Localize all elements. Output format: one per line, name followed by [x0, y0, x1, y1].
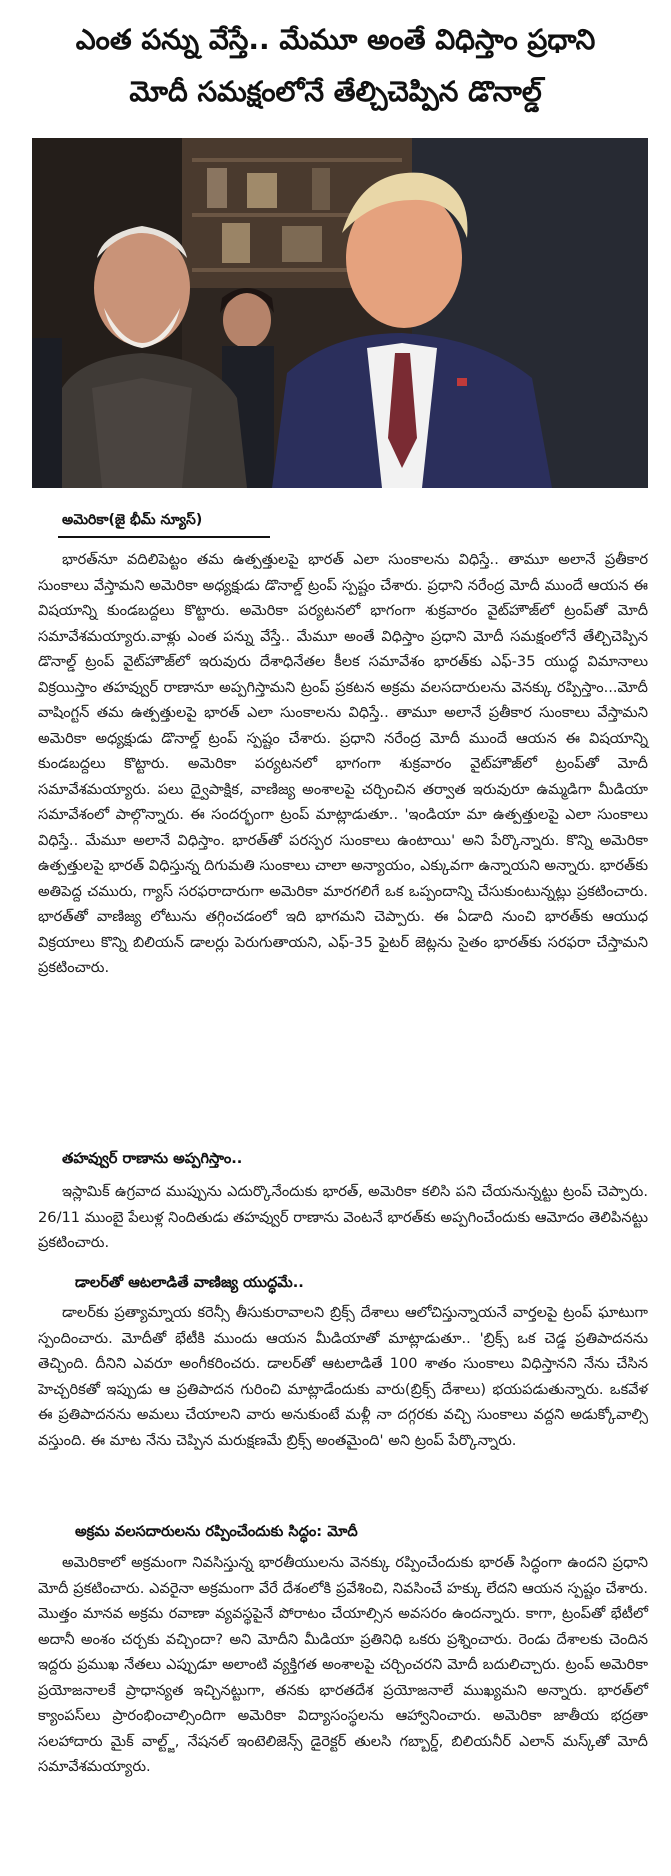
byline: అమెరికా(జై భీమ్ న్యూస్) [62, 512, 203, 528]
paragraph-2-text: ఇస్లామిక్ ఉగ్రవాద ముప్పును ఎదుర్కొనేందుకు భారత్, అమెరికా కలిసి పని చేయనున్నట్టు ట్రంప్ చెప్పారు. 26/11 ముంబై పేలుళ్ల నిందితుడు తహవ్వుర్ రాణాను వెంటనే భారత్‌కు అప్పగించేందుకు ఆమోదం తెలిపినట్టు ప్రకటించారు. [38, 1183, 648, 1251]
headline-line-2: మోదీ సమక్షంలోనే తేల్చిచెప్పిన డొనాల్డ్ [129, 75, 542, 108]
headline [10, 14, 661, 118]
subheading-1: తహవ్వుర్ రాణాను అప్పగిస్తాం.. [62, 1150, 243, 1167]
subheading-3: అక్రమ వలసదారులను రప్పించేందుకు సిద్ధం: మోదీ [75, 1523, 358, 1540]
paragraph-4 [38, 1550, 648, 1780]
subheading-2: డాలర్‌తో ఆటలాడితే వాణిజ్య యుద్ధమే.. [75, 1274, 304, 1291]
headline-line-1: ఎంత పన్ను వేస్తే.. మేమూ అంతే విధిస్తాం ప్రధాని [75, 23, 596, 56]
photo-illustration [32, 138, 648, 488]
news-photo [32, 138, 648, 488]
paragraph-1 [38, 547, 648, 981]
byline-underline [58, 536, 270, 538]
paragraph-4-text: అమెరికాలో అక్రమంగా నివసిస్తున్న భారతీయులను వెనక్కు రప్పించేందుకు భారత్ సిద్ధంగా ఉందని ప్రధాని మోదీ ప్రకటించారు. ఎవరైనా అక్రమంగా వేరే దేశంలోకి ప్రవేశించి, నివసించే హక్కు లేదని ఆయన స్పష్టం చేశారు. మొత్తం మానవ అక్రమ రవాణా వ్యవస్థపైనే పోరాటం చేయాల్సిన అవసరం ఉందన్నారు. కాగా, ట్రంప్‌తో భేటీలో అదానీ అంశం చర్చకు వచ్చిందా? అని మోదీని మీడియా ప్రతినిధి ఒకరు ప్రశ్నించారు. రెండు దేశాలకు చెందిన ఇద్దరు ప్రముఖ నేతలు ఎప్పుడూ అలాంటి వ్యక్తిగత అంశాలపై చర్చించరని మోదీ బదులిచ్చారు. ట్రంప్ అమెరికా ప్రయోజనాలకే ప్రాధాన్యత ఇచ్చినట్టుగా, తనకు భారతదేశ ప్రయోజనాలే ముఖ్యమని అన్నారు. భారత్‌లో క్యాంపస్‌లు ప్రారంభించాల్సిందిగా అమెరికా విద్యాసంస్థలను ఆహ్వానించారు. అమెరికా జాతీయ భద్రతా సలహాదారు మైక్ వాల్ట్జ్, నేషనల్ ఇంటెలిజెన్స్ డైరెక్టర్ తులసి గబ్బార్డ్, బిలియనీర్ ఎలాన్ మస్క్‌తో మోదీ సమావేశమయ్యారు. [38, 1554, 648, 1775]
paragraph-3-text: డాలర్‌కు ప్రత్యామ్నాయ కరెన్సీ తీసుకురావాలని బ్రిక్స్ దేశాలు ఆలోచిస్తున్నాయనే వార్తలపై ట్రంప్ ఘాటుగా స్పందించారు. మోదీతో భేటీకి ముందు ఆయన మీడియాతో మాట్లాడుతూ.. 'బ్రిక్స్ ఒక చెడ్డ ప్రతిపాదనను తెచ్చింది. దీనిని ఎవరూ అంగీకరించరు. డాలర్‌తో ఆటలాడితే 100 శాతం సుంకాలు విధిస్తానని నేను చేసిన హెచ్చరికతో ఇప్పుడు ఆ ప్రతిపాదన గురించి మాట్లాడేందుకు వారు(బ్రిక్స్ దేశాలు) భయపడుతున్నారు. ఒకవేళ ఈ ప్రతిపాదనను అమలు చేయాలని వారు అనుకుంటే మళ్లీ నా దగ్గరకు వచ్చి సుంకాలు వద్దని అడుక్కోవాల్సి వస్తుంది. ఈ మాట నేను చెప్పిన మరుక్షణమే బ్రిక్స్ అంతమైంది' అని ట్రంప్ పేర్కొన్నారు. [38, 1304, 648, 1449]
paragraph-3 [38, 1300, 648, 1453]
paragraph-1-text: భారత్‌నూ వదిలిపెట్టం తమ ఉత్పత్తులపై భారత్ ఎలా సుంకాలను విధిస్తే.. తామూ అలానే ప్రతీకార సుంకాలు వేస్తామని అమెరికా అధ్యక్షుడు డొనాల్డ్ ట్రంప్ స్పష్టం చేశారు. ప్రధాని నరేంద్ర మోదీ ముందే ఆయన ఈ విషయాన్ని కుండబద్దలు కొట్టారు. అమెరికా పర్యటనలో భాగంగా శుక్రవారం వైట్‌హౌజ్‌లో ట్రంప్‌తో మోదీ సమావేశమయ్యారు.వాళ్లు ఎంత పన్ను వేస్తే.. మేమూ అంతే విధిస్తాం ప్రధాని మోదీ సమక్షంలోనే తేల్చిచెప్పిన డొనాల్డ్ ట్రంప్ వైట్‌హౌజ్‌లో ఇరువురు దేశాధినేతల కీలక సమావేశం భారత్‌కు ఎఫ్-35 యుద్ధ విమానాలు విక్రయిస్తాం తహవ్వుర్ రాణానూ అప్పగిస్తామని ట్రంప్ ప్రకటన అక్రమ వలసదారులను వెనక్కు రప్పిస్తాం...మోదీ వాషింగ్టన్ తమ ఉత్పత్తులపై భారత్ ఎలా సుంకాలను విధిస్తే.. తామూ అలానే ప్రతీకార సుంకాలు వేస్తామని అమెరికా అధ్యక్షుడు డొనాల్డ్ ట్రంప్ స్పష్టం చేశారు. ప్రధాని నరేంద్ర మోదీ ముందే ఆయన ఈ విషయాన్ని కుండబద్దలు కొట్టారు. అమెరికా పర్యటనలో భాగంగా శుక్రవారం వైట్‌హౌజ్‌లో ట్రంప్‌తో మోదీ సమావేశమయ్యారు. పలు ద్వైపాక్షిక, వాణిజ్య అంశాలపై చర్చించిన తర్వాత ఇరువురూ ఉమ్మడిగా మీడియా సమావేశంలో పాల్గొన్నారు. ఈ సందర్భంగా ట్రంప్ మాట్లాడుతూ.. 'ఇండియా మా ఉత్పత్తులపై ఎలా సుంకాలు విధిస్తే.. మేమూ అలానే విధిస్తాం. భారత్‌తో పరస్పర సుంకాలు ఉంటాయి' అని పేర్కొన్నారు. కొన్ని అమెరికా ఉత్పత్తులపై భారత్ విధిస్తున్న దిగుమతి సుంకాలు చాలా అన్యాయం, ఎక్కువగా ఉన్నాయని అన్నారు. భారత్‌కు అతిపెద్ద చమురు, గ్యాస్ సరఫరాదారుగా అమెరికా మారగలిగే ఒక ఒప్పందాన్ని చేసుకుంటున్నట్లు ప్రకటించారు. భారత్‌తో వాణిజ్య లోటును తగ్గించడంలో ఇది భాగమని చెప్పారు. ఈ ఏడాది నుంచి భారత్‌కు ఆయుధ విక్రయాలు కొన్ని బిలియన్ డాలర్లు పెరుగుతాయని, ఎఫ్-35 ఫైటర్ జెట్లను సైతం భారత్‌కు సరఫరా చేస్తామని ప్రకటించారు. [38, 551, 648, 976]
paragraph-2 [38, 1179, 648, 1256]
